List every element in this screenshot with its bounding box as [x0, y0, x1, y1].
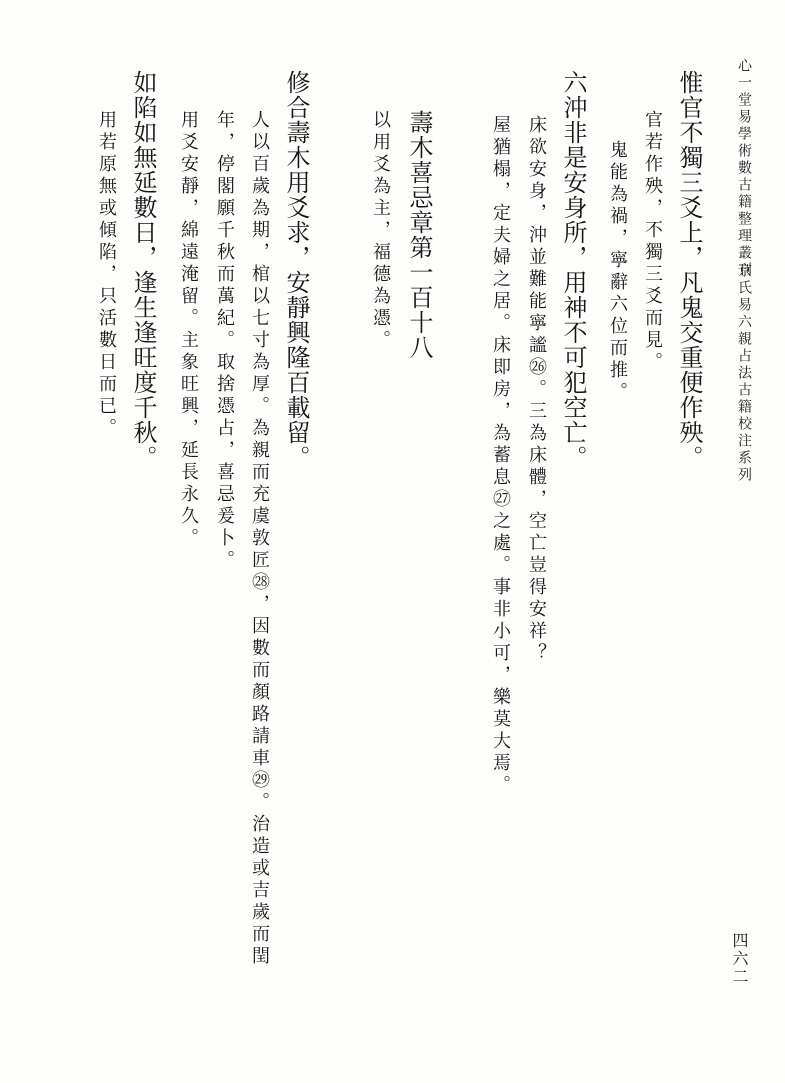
- commentary-line: 屋猶榻，定夫婦之居。床即房，為蓄息㉗之處。事非小可，樂莫大焉。: [490, 115, 511, 797]
- commentary-line: 用若原無或傾陷，只活數日而已。: [96, 110, 117, 440]
- verse-line: 如陷如無延數日，逢生逢旺度千秋。: [129, 70, 157, 470]
- commentary-line: 床欲安身，沖並難能寧謐㉖。三為床體，空亡豈得安祥？: [526, 115, 547, 665]
- chapter-title: 壽木喜忌章第一百十八: [405, 110, 433, 360]
- verse-line: 六沖非是安身所，用神不可犯空亡。: [559, 70, 587, 470]
- commentary-line: 人以百歲為期，棺以七寸為厚。為親而充虞敦匠㉘，因數而顏路請車㉙。治造或吉歲而閏: [249, 110, 270, 968]
- commentary-line: 鬼能為禍，寧辭六位而推。: [607, 140, 628, 404]
- commentary-line: 年，停閣願千秋而萬紀。取捨憑占，喜忌爰卜。: [214, 110, 235, 572]
- verse-line: 修合壽木用爻求，安靜興隆百載留。: [282, 70, 310, 470]
- commentary-line: 官若作殃，不獨三爻而見。: [642, 110, 663, 374]
- page-number: 四六二: [730, 932, 749, 986]
- verse-line: 惟官不獨三爻上，凡鬼交重便作殃。: [675, 70, 703, 470]
- commentary-line: 用爻安靜，綿遠淹留。主象旺興，延長永久。: [178, 110, 199, 550]
- series-title: 心一堂易學術數古籍整理叢刊: [736, 58, 752, 279]
- subseries-title: 京氏易六親占法古籍校注系列: [736, 263, 752, 484]
- chapter-intro: 以用爻為主，福德為憑。: [370, 110, 391, 352]
